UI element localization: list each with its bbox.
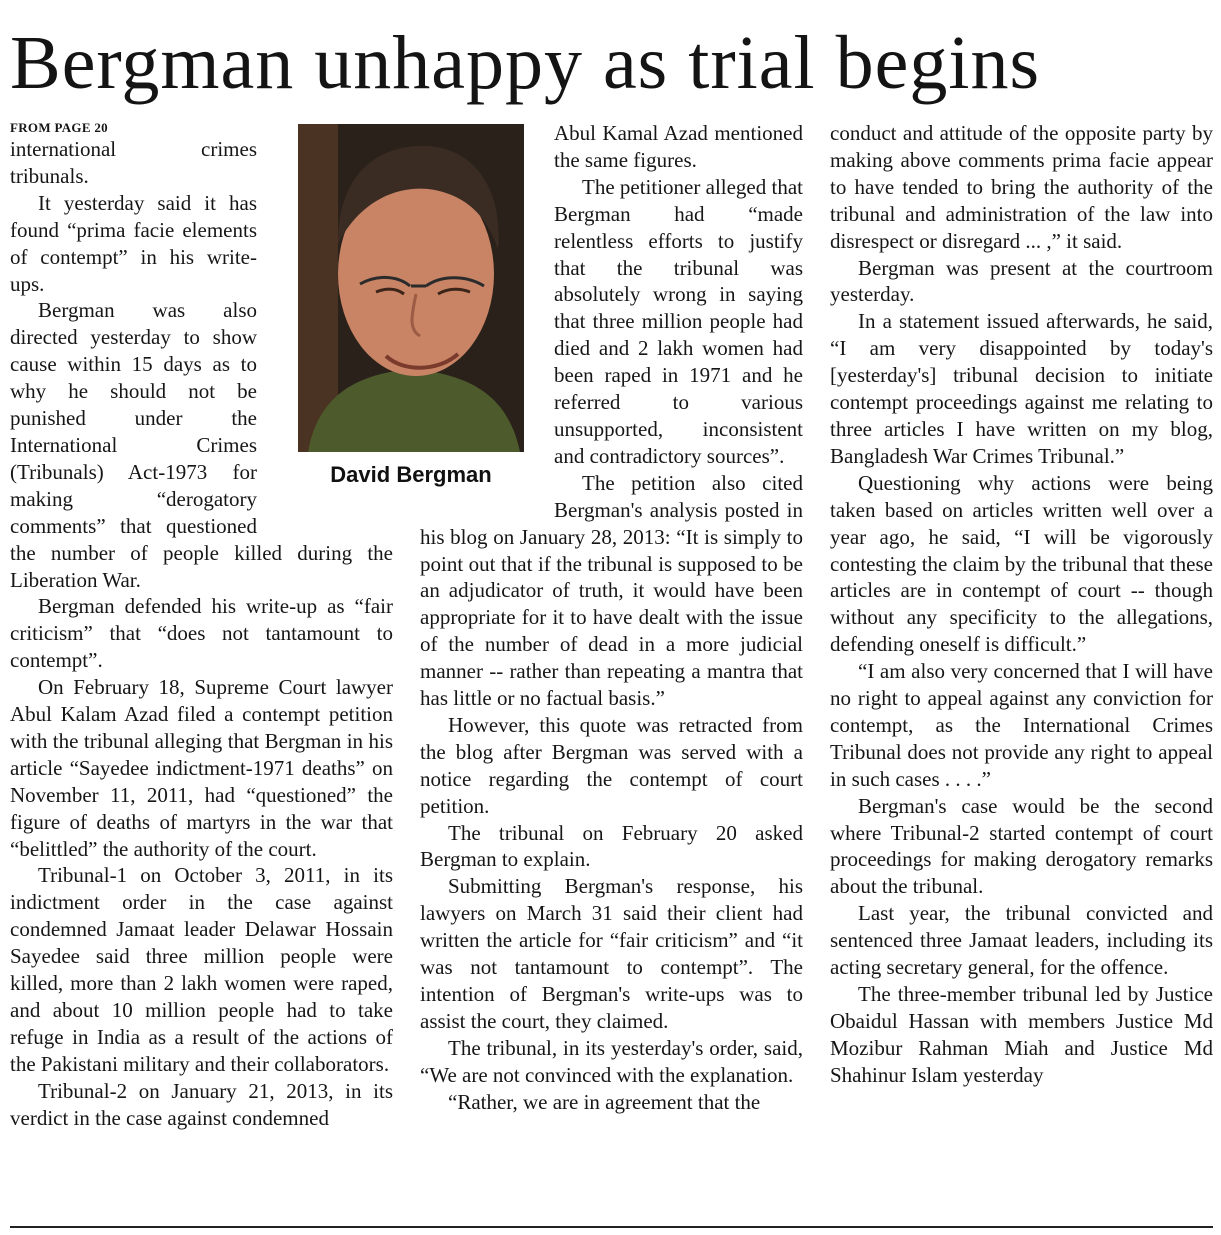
photo-caption: David Bergman [330,462,492,487]
paragraph: The petitioner alleged that Bergman had “made relentless efforts to justify that the tribunal was absolutely wrong in saying that three million people had died and 2 lakh women had been raped in 1971 and he referred to various unsupported, inconsistent and contradictory sources”. [554,174,803,468]
paragraph: On February 18, Supreme Court lawyer Abul Kalam Azad filed a contempt petition with the tribunal alleging that Bergman in his article “Sayedee indictment-1971 deaths” on November 11, 2011, had “questioned” the figure of deaths of martyrs in the war that “belittled” the authority of the court. [10,675,393,861]
paragraph: In a statement issued afterwards, he said, “I am very disappointed by today's [yesterday's] tribunal decision to initiate contempt proceedings against me relating to three articles I have written on my blog, Bangladesh War Crimes Tribunal.” [830,309,1213,468]
paragraph: The petition also cited Bergman's analysis posted in his blog on January 28, 2013: “It is simply to point out that if the tribunal is supposed to be an adjudicator of truth, it would have been appropriate for it to have dealt with the issue of the number of dead in a more judicial manner -- rather than repeating a mantra that has little or no factual basis.” [420,470,803,711]
paragraph: conduct and attitude of the opposite party by making above comments prima facie appear to have tended to bring the authority of the tribunal and administration of the law into disrespect or disregard ... ,” it said. [830,121,1213,253]
paragraph: Bergman was present at the courtroom yesterday. [830,255,1213,307]
bottom-rule [10,1226,1213,1228]
paragraph: “Rather, we are in agreement that the [448,1089,761,1114]
paragraph: Last year, the tribunal convicted and sentenced three Jamaat leaders, including its acting secretary general, for the offence. [830,901,1213,980]
paragraph: Tribunal-1 on October 3, 2011, in its indictment order in the case against condemned Jamaat leader Delawar Hossain Sayedee said three million people were killed, more than 2 lakh women were raped, and about 10 million people had to take refuge in India as a result of the actions of the Pakistani military and their collaborators. [10,863,393,1076]
paragraph: The tribunal on February 20 asked Bergman to explain. [420,820,803,872]
paragraph: However, this quote was retracted from the blog after Bergman was served with a notice regarding the contempt of court petition. [420,712,803,818]
portrait-photo [298,124,524,452]
paragraph: The three-member tribunal led by Justice Obaidul Hassan with members Justice Md Mozibur Rahman Miah and Justice Md Shahinur Islam yesterday [830,982,1213,1087]
paragraph: Questioning why actions were being taken based on articles written well over a year ago, he said, “I will be vigorously contesting the claim by the tribunal that these articles are in contempt of court -- though without any specificity to the allegations, defending oneself is difficult.” [830,470,1213,657]
paragraph: Submitting Bergman's response, his lawyers on March 31 said their client had written the article for “fair criticism” and “it was not tantamount to contempt”. The intention of Bergman's write-ups was to assist the court, they claimed. [420,874,803,1033]
paragraph: Tribunal-2 on January 21, 2013, in its verdict in the case against condemned [10,1078,393,1130]
paragraph: It yesterday said it has found “prima facie elements of contempt” in his write-ups. [10,190,257,296]
paragraph: Bergman was also directed yesterday to show cause within 15 days as to why he should not be punished under the International Crimes (Tribunals) Act-1973 for making “derogatory comments” that questioned the number of people killed during the Liberation War. [10,298,393,592]
column-3 [830,120,1213,1089]
kicker: FROM PAGE 20 [10,120,108,135]
paragraph: Abul Kamal Azad mentioned the same figures. [554,121,803,172]
paragraph: Bergman defended his write-up as “fair criticism” that “does not tantamount to contempt”. [10,594,393,673]
paragraph: “I am also very concerned that I will have no right to appeal against any conviction for contempt, as the International Crimes Tribunal does not provide any right to appeal in such cases . . . .” [830,659,1213,791]
paragraph: Bergman's case would be the second where Tribunal-2 started contempt of court proceedings for making derogatory remarks about the tribunal. [830,793,1213,899]
headline: Bergman unhappy as trial begins [10,21,1041,105]
portrait-illustration [298,124,524,452]
paragraph: international crimes tribunals. [10,137,257,188]
paragraph: The tribunal, in its yesterday's order, said, “We are not convinced with the explanation. [420,1035,803,1087]
